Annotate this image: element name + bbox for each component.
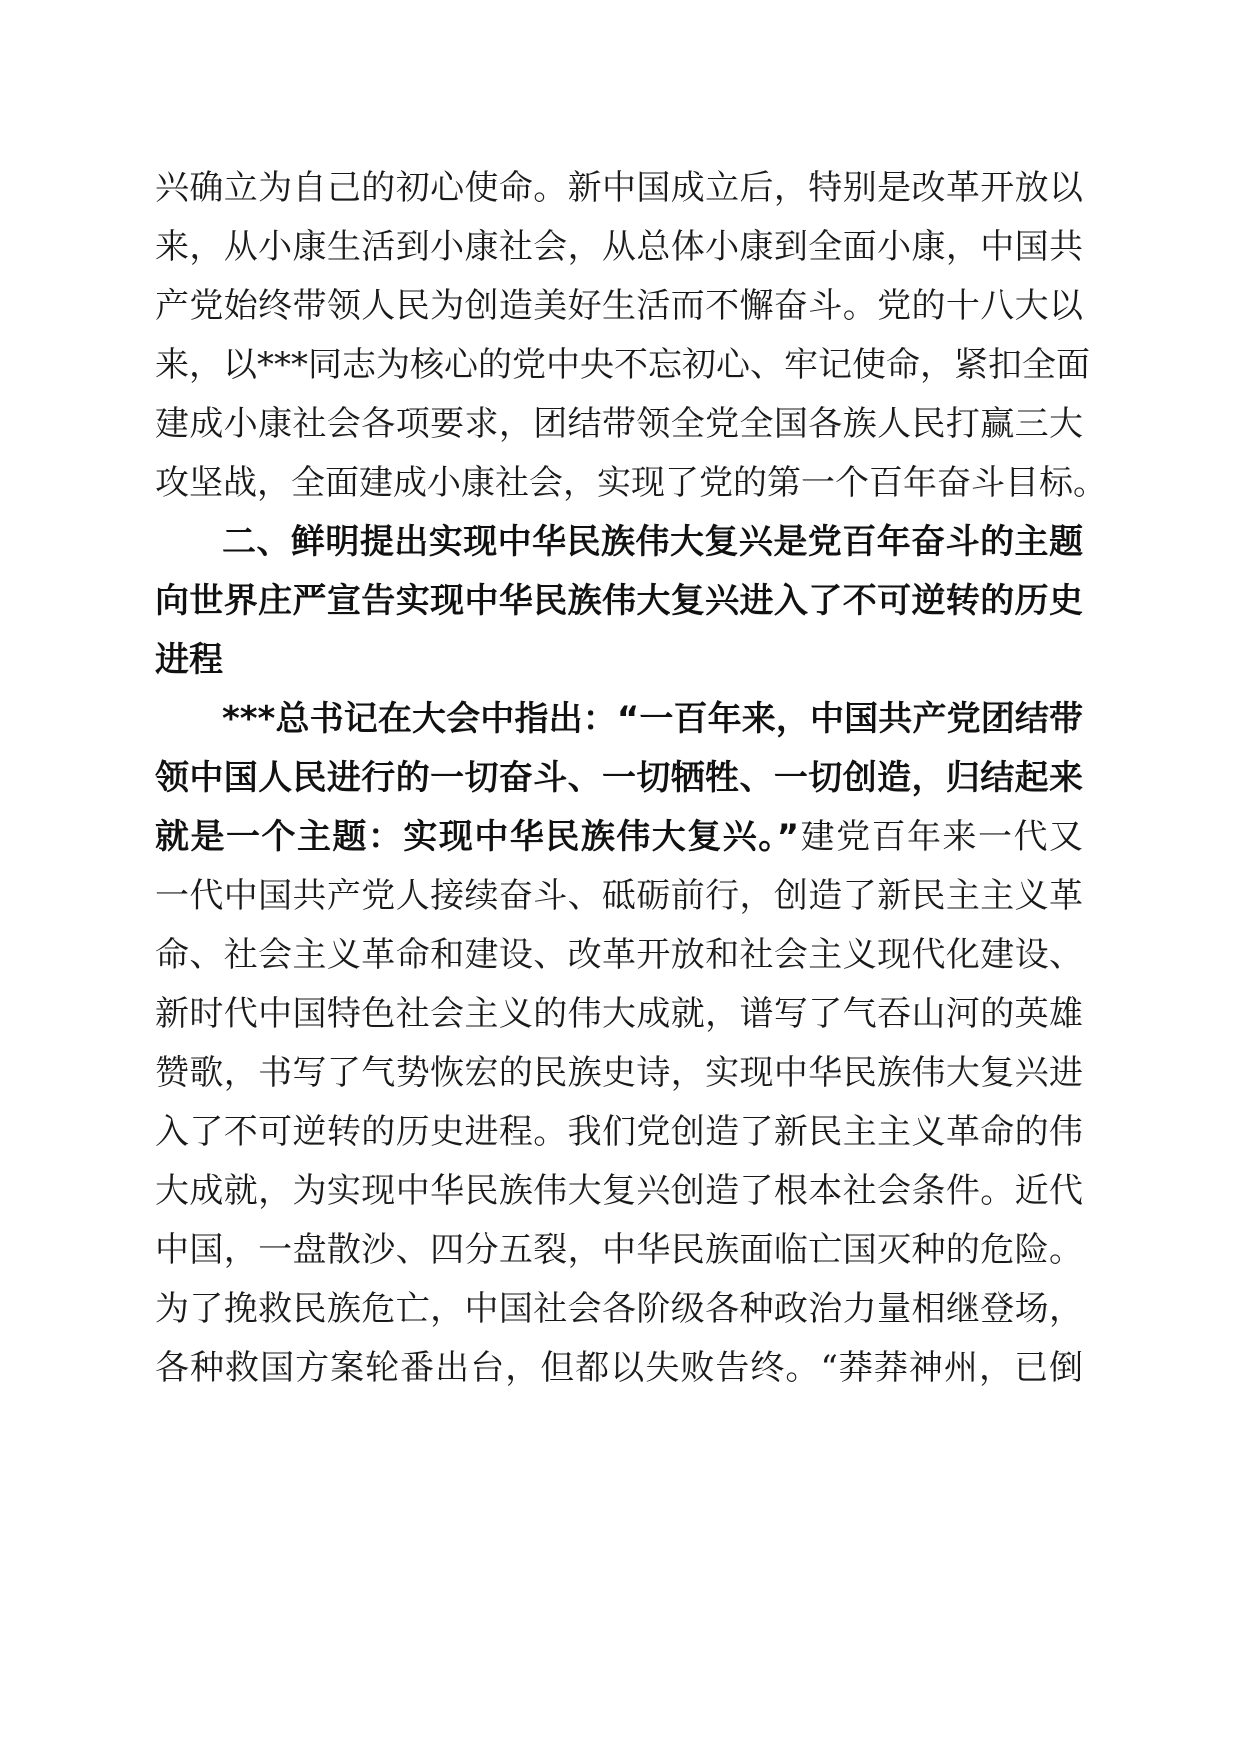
text-line-4: 来，以***同志为核心的党中央不忘初心、牢记使命，紧扣全面 bbox=[155, 345, 1090, 385]
section-heading-line-2: 向世界庄严宣告实现中华民族伟大复兴进入了不可逆转的历史 bbox=[155, 581, 1083, 621]
text-line-2: 来，从小康生活到小康社会，从总体小康到全面小康，中国共 bbox=[155, 227, 1083, 267]
text-line-7: 一代中国共产党人接续奋斗、砥砺前行，创造了新民主主义革 bbox=[155, 876, 1083, 916]
mixed-line bbox=[155, 812, 1083, 862]
text-line-5: 建成小康社会各项要求，团结带领全党全国各族人民打赢三大 bbox=[155, 404, 1083, 444]
text-line-9: 新时代中国特色社会主义的伟大成就，谱写了气吞山河的英雄 bbox=[155, 994, 1083, 1034]
text-line-1: 兴确立为自己的初心使命。新中国成立后，特别是改革开放以 bbox=[155, 168, 1083, 208]
text-line-11: 入了不可逆转的历史进程。我们党创造了新民主主义革命的伟 bbox=[155, 1112, 1083, 1152]
text-line-continuation: 建党百年来一代又 bbox=[799, 817, 1083, 857]
text-line-15: 各种救国方案轮番出台，但都以失败告终。“莽莽神州，已倒 bbox=[155, 1348, 1083, 1388]
text-line-3: 产党始终带领人民为创造美好生活而不懈奋斗。党的十八大以 bbox=[155, 286, 1083, 326]
text-line-8: 命、社会主义革命和建设、改革开放和社会主义现代化建设、 bbox=[155, 935, 1083, 975]
text-line-6: 攻坚战，全面建成小康社会，实现了党的第一个百年奋斗目标。 bbox=[155, 463, 1107, 503]
section-heading-line-1: 二、鲜明提出实现中华民族伟大复兴是党百年奋斗的主题 bbox=[222, 522, 1083, 562]
text-line-13: 中国，一盘散沙、四分五裂，中华民族面临亡国灭种的危险。 bbox=[155, 1230, 1083, 1270]
text-line-14: 为了挽救民族危亡，中国社会各阶级各种政治力量相继登场， bbox=[155, 1289, 1083, 1329]
text-line-12: 大成就，为实现中华民族伟大复兴创造了根本社会条件。近代 bbox=[155, 1171, 1083, 1211]
quote-line-1: ***总书记在大会中指出：“一百年来，中国共产党团结带 bbox=[222, 699, 1083, 739]
section-heading-line-3: 进程 bbox=[155, 640, 223, 680]
text-line-10: 赞歌，书写了气势恢宏的民族史诗，实现中华民族伟大复兴进 bbox=[155, 1053, 1083, 1093]
quote-line-2: 领中国人民进行的一切奋斗、一切牺牲、一切创造，归结起来 bbox=[155, 758, 1083, 798]
quote-line-3: 就是一个主题：实现中华民族伟大复兴。” bbox=[155, 817, 800, 857]
